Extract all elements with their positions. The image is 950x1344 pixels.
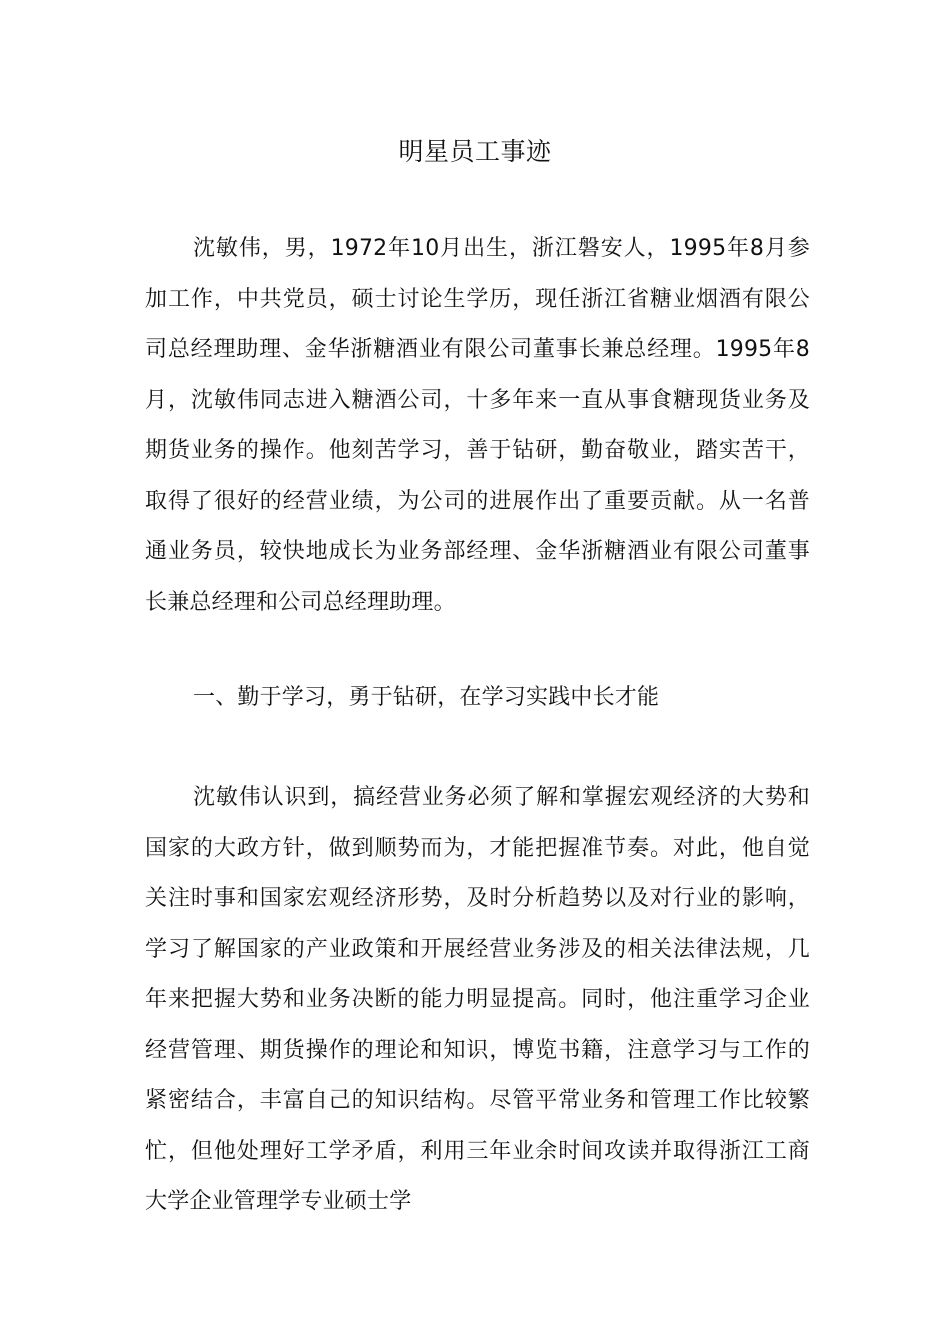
section-heading: 一、勤于学习，勇于钻研，在学习实践中长才能 xyxy=(193,685,660,710)
paragraph-section-1: 沈敏伟认识到，搞经营业务必须了解和掌握宏观经济的大势和国家的大政方针，做到顺势而为，才能把握准节奏。对此，他自觉关注时事和国家宏观经济形势，及时分析趋势以及对行业的影响，学习了解国家的产业政策和开展经营业务涉及的相关法律法规，几年来把握大势和业务决断的能力明显提高。同时，他注重学习企业经营管理、期货操作的理论和知识，博览书籍，注意学习与工作的紧密结合，丰富自己的知识结构。尽管平常业务和管理工作比较繁忙，但他处理好工学矛盾，利用三年业余时间攻读并取得浙江工商大学企业管理学专业硕士学 xyxy=(145,785,810,1214)
paragraph-intro: 沈敏伟，男，1972年10月出生，浙江磐安人，1995年8月参加工作，中共党员，硕士讨论生学历，现任浙江省糖业烟酒有限公司总经理助理、金华浙糖酒业有限公司董事长兼总经理。1995年8月，沈敏伟同志进入糖酒公司，十多年来一直从事食糖现货业务及期货业务的操作。他刻苦学习，善于钻研，勤奋敬业，踏实苦干，取得了很好的经营业绩，为公司的进展作出了重要贡献。从一名普通业务员，较快地成长为业务部经理、金华浙糖酒业有限公司董事长兼总经理和公司总经理助理。 xyxy=(145,236,810,615)
document-title: 明星员工事迹 xyxy=(398,137,552,166)
